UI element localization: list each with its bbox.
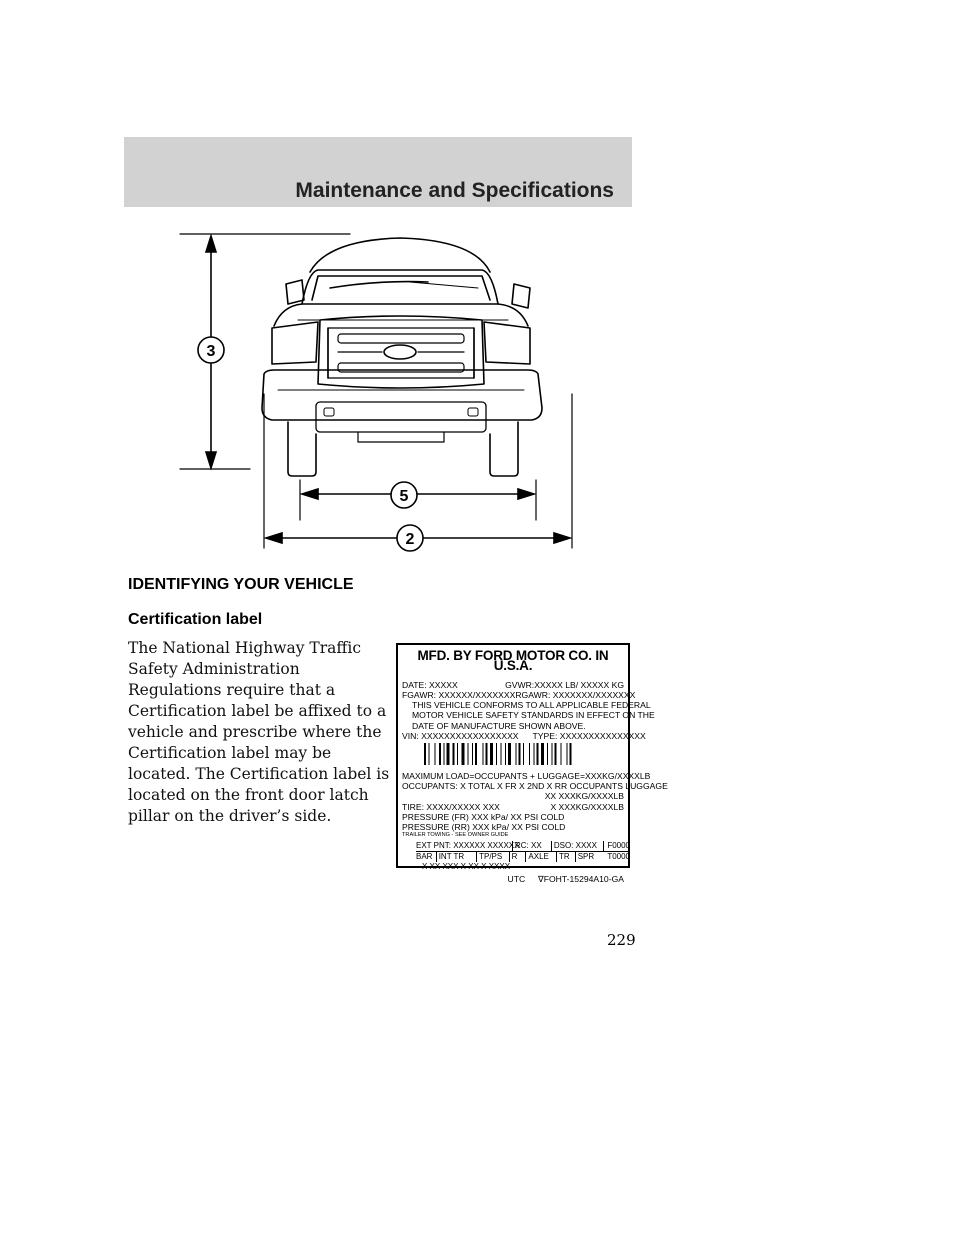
label-title: MFD. BY FORD MOTOR CO. IN U.S.A. (417, 648, 609, 674)
label-pressure-front: PRESSURE (FR) XXX kPa/ XX PSI COLD (402, 811, 565, 822)
barcode-bar (529, 743, 530, 765)
barcode-bar (508, 743, 511, 765)
label-ext-pnt: EXT PNT: XXXXXX XXXXXX (416, 841, 520, 851)
barcode-bar (457, 743, 458, 765)
barcode-bar (490, 743, 493, 765)
label-tr: TR (556, 852, 575, 862)
label-axle: AXLE (525, 852, 556, 862)
barcode-bar (523, 743, 524, 765)
label-conform-2: MOTOR VEHICLE SAFETY STANDARDS IN EFFECT ON THE (412, 710, 655, 721)
svg-text:2: 2 (405, 531, 415, 548)
barcode-bar (444, 743, 445, 765)
barcode-bar (519, 743, 521, 765)
barcode-bar (475, 743, 477, 765)
barcode-bar (541, 743, 544, 765)
svg-text:3: 3 (206, 343, 216, 360)
sub-heading: Certification label (128, 611, 263, 628)
barcode-bar (516, 743, 517, 765)
truck-dimension-figure (178, 222, 578, 554)
label-conform-3: DATE OF MANUFACTURE SHOWN ABOVE. (412, 720, 586, 731)
label-row (402, 680, 624, 690)
certification-label-figure (396, 643, 668, 885)
label-bar: BAR (416, 852, 433, 862)
body-paragraph: The National Highway Traffic Safety Administration Regulations require that a Certification label be affixed to a vehicle and prescribe where the Certification label may be located. The Certification label is located on the front door latch pillar on the driver’s side. (128, 639, 390, 825)
label-occupant-row-1: XX XXXKG/XXXXLB (544, 791, 624, 802)
barcode-bar (429, 743, 430, 765)
barcode-bar (555, 743, 557, 765)
label-spr: SPR (575, 852, 604, 862)
label-int-tr: INT TR (436, 852, 476, 862)
barcode-bar (453, 743, 455, 765)
barcode-bar (505, 743, 506, 765)
barcode-bar (552, 743, 553, 765)
header-band (124, 137, 632, 207)
barcode-bar (561, 743, 562, 765)
barcode-bar (547, 743, 548, 765)
section-heading: IDENTIFYING YOUR VEHICLE (128, 576, 354, 593)
label-rc: RC: XX (512, 841, 551, 852)
barcode-bar (472, 743, 473, 765)
label-f-code: F0000 (603, 841, 630, 852)
callout-height (198, 337, 224, 363)
svg-text:5: 5 (399, 488, 409, 505)
label-trailer-note: TRAILER TOWING - SEE OWNER GUIDE (402, 832, 509, 839)
label-dso: DSO: XXXX (551, 841, 603, 852)
barcode-bar (468, 743, 469, 765)
barcode-bar (534, 743, 535, 765)
barcode-bar (501, 743, 502, 765)
barcode (424, 743, 614, 765)
label-gvwr: GVWR:XXXXX LB/ XXXXX KG (505, 679, 624, 690)
label-vin: VIN: XXXXXXXXXXXXXXXXX (402, 731, 519, 742)
barcode-bar (483, 743, 484, 765)
barcode-bar (439, 743, 441, 765)
barcode-bar (486, 743, 488, 765)
label-row (402, 731, 646, 742)
label-fgawr: FGAWR: XXXXXX/XXXXXXX (402, 689, 516, 700)
label-row (402, 802, 624, 812)
label-r: R (509, 852, 526, 862)
label-codes-row (416, 852, 630, 862)
label-codes-row (416, 841, 630, 852)
barcode-bar (447, 743, 450, 765)
label-values-row: X XX XXX X XX X XXXX (422, 862, 511, 872)
page-number: 229 (607, 931, 636, 949)
label-utc: UTC (507, 874, 526, 885)
label-conform-1: THIS VEHICLE CONFORMS TO ALL APPLICABLE FEDERAL (412, 700, 651, 711)
label-date: DATE: XXXXX (402, 679, 458, 690)
label-tp-ps: TP/PS (476, 852, 509, 862)
barcode-bar (462, 743, 465, 765)
barcode-bar (496, 743, 497, 765)
label-t-code: T0000 (607, 852, 630, 862)
barcode-bar (435, 743, 436, 765)
callout-track-width (391, 482, 417, 508)
label-pressure-rear: PRESSURE (RR) XXX kPa/ XX PSI COLD (402, 822, 566, 833)
label-type: TYPE: XXXXXXXXXXXXXXX (532, 731, 646, 742)
label-footer (402, 874, 624, 884)
label-codes-table (416, 841, 630, 872)
label-occupants: OCCUPANTS: X TOTAL X FR X 2ND X RR OCCUPANTS LUGGAGE (402, 780, 668, 791)
label-occupant-row-2: X XXXKG/XXXXLB (550, 801, 624, 812)
callout-overall-width (397, 525, 423, 551)
barcode-bar (537, 743, 539, 765)
barcode-bar (570, 743, 572, 765)
page-header-title: Maintenance and Specifications (295, 179, 614, 202)
label-max-load: MAXIMUM LOAD=OCCUPANTS + LUGGAGE=XXXKG/XXXXLB (402, 770, 651, 781)
label-row (402, 689, 636, 700)
label-rgawr: RGAWR: XXXXXXX/XXXXXXX (515, 689, 636, 700)
label-part-number: ∇FOHT-15294A10-GA (538, 874, 624, 885)
label-tire: TIRE: XXXX/XXXXX XXX (402, 801, 500, 812)
barcode-bar (567, 743, 568, 765)
barcode-bar (424, 743, 426, 765)
